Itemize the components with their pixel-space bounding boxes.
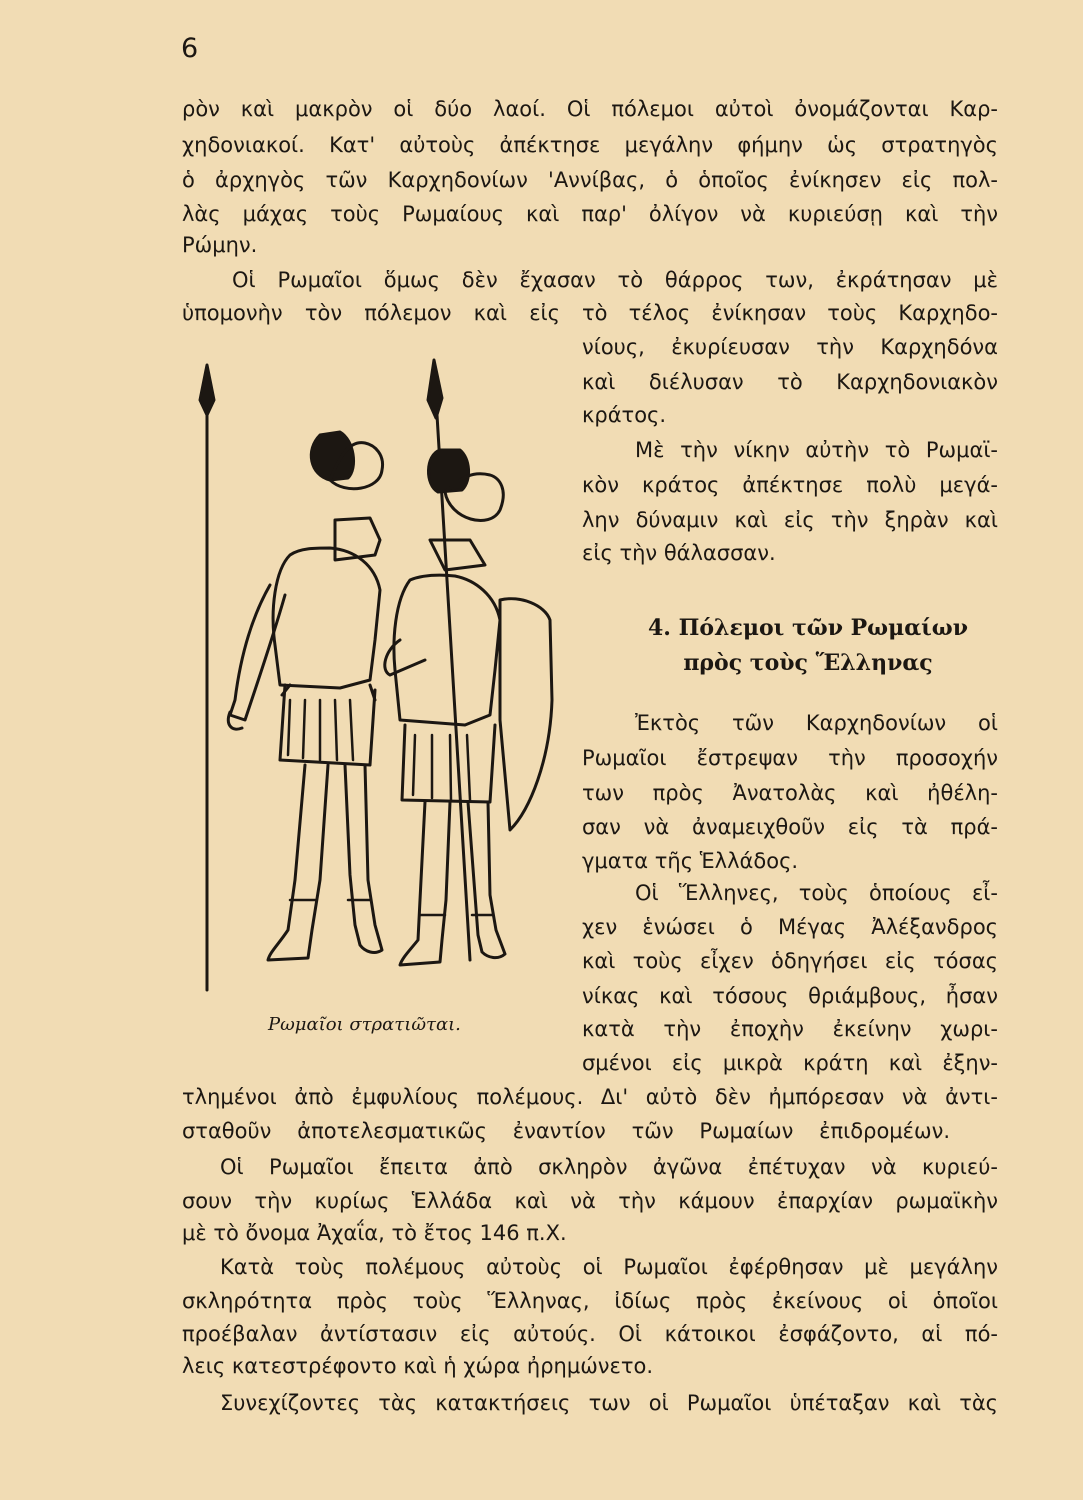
column-line: λην δύναμιν καὶ εἰς τὴν ξηρὰν καὶ: [582, 508, 998, 532]
text-line: μὲ τὸ ὄνομα Ἀχαΐα, τὸ ἔτος 146 π.Χ.: [182, 1221, 567, 1245]
column-line: νίους, ἐκυρίευσαν τὴν Καρχηδόνα: [582, 335, 998, 359]
text-line-left: ὑπομονὴν τὸν πόλεμον καὶ εἰς: [182, 301, 560, 325]
text-line-right: τὸ τέλος ἐνίκησαν τοὺς Καρχηδο-: [582, 301, 998, 325]
column-line: νίκας καὶ τόσους θριάμβους, ἦσαν: [582, 984, 998, 1008]
column-line: σμένοι εἰς μικρὰ κράτη καὶ ἐξην-: [582, 1051, 998, 1075]
text-line: ὁ ἀρχηγὸς τῶν Καρχηδονίων 'Αννίβας, ὁ ὁποῖος ἐνίκησεν εἰς πολ-: [182, 168, 998, 192]
column-line: κὸν κράτος ἀπέκτησε πολὺ μεγά-: [582, 473, 998, 497]
column-line: γματα τῆς Ἑλλάδος.: [582, 849, 799, 873]
text-line: Οἱ Ρωμαῖοι ἔπειτα ἀπὸ σκληρὸν ἀγῶνα ἐπέτυχαν νὰ κυριεύ-: [220, 1155, 998, 1179]
text-line: χηδονιακοί. Κατ' αὐτοὺς ἀπέκτησε μεγάλην φήμην ὡς στρατηγὸς: [182, 133, 998, 157]
text-line: σκληρότητα πρὸς τοὺς Ἕλληνας, ἰδίως πρὸς ἐκείνους οἱ ὁποῖοι: [182, 1289, 998, 1313]
text-line: Συνεχίζοντες τὰς κατακτήσεις των οἱ Ρωμαῖοι ὑπέταξαν καὶ τὰς: [220, 1391, 998, 1415]
text-line: Κατὰ τοὺς πολέμους αὐτοὺς οἱ Ρωμαῖοι ἐφέρθησαν μὲ μεγάλην: [220, 1255, 998, 1279]
roman-soldiers-illustration: [170, 340, 580, 1000]
column-line: σαν νὰ ἀναμειχθοῦν εἰς τὰ πρά-: [582, 815, 998, 839]
figure-caption: Ρωμαῖοι στρατιῶται.: [268, 1014, 461, 1035]
column-line: κράτος.: [582, 403, 667, 427]
column-line: Ἐκτὸς τῶν Καρχηδονίων οἱ: [635, 711, 998, 735]
column-line: κατὰ τὴν ἐποχὴν ἐκείνην χωρι-: [582, 1017, 998, 1041]
text-line: Οἱ Ρωμαῖοι ὅμως δὲν ἔχασαν τὸ θάρρος των, ἐκράτησαν μὲ: [232, 268, 998, 292]
column-line: εἰς τὴν θάλασσαν.: [582, 541, 776, 565]
column-line: καὶ τοὺς εἶχεν ὁδηγήσει εἰς τόσας: [582, 949, 998, 973]
text-line: σουν τὴν κυρίως Ἑλλάδα καὶ νὰ τὴν κάμουν ἐπαρχίαν ρωμαϊκὴν: [182, 1189, 998, 1213]
column-line: χεν ἑνώσει ὁ Μέγας Ἀλέξανδρος: [582, 915, 998, 939]
section-heading: 4. Πόλεμοι τῶν Ρωμαίων: [647, 615, 968, 641]
section-heading: πρὸς τοὺς Ἕλληνας: [683, 650, 933, 676]
column-line: Ρωμαῖοι ἔστρεψαν τὴν προσοχήν: [582, 746, 998, 770]
text-line: λεις κατεστρέφοντο καὶ ἡ χώρα ἠρημώνετο.: [182, 1354, 654, 1378]
column-line: Οἱ Ἕλληνες, τοὺς ὁποίους εἶ-: [635, 881, 998, 905]
text-line: ρὸν καὶ μακρὸν οἱ δύο λαοί. Οἱ πόλεμοι αὐτοὶ ὀνομάζονται Καρ-: [182, 97, 998, 121]
text-line: Ρώμην.: [182, 233, 258, 257]
column-line: καὶ διέλυσαν τὸ Καρχηδονιακὸν: [582, 370, 998, 394]
text-line: λὰς μάχας τοὺς Ρωμαίους καὶ παρ' ὀλίγον νὰ κυριεύσῃ καὶ τὴν: [182, 202, 998, 226]
text-line: προέβαλαν ἀντίστασιν εἰς αὐτούς. Οἱ κάτοικοι ἐσφάζοντο, αἱ πό-: [182, 1322, 998, 1346]
text-line: σταθοῦν ἀποτελεσματικῶς ἐναντίον τῶν Ρωμαίων ἐπιδρομέων.: [182, 1119, 950, 1143]
column-line: Μὲ τὴν νίκην αὐτὴν τὸ Ρωμαϊ-: [635, 438, 998, 462]
column-line: των πρὸς Ἀνατολὰς καὶ ἠθέλη-: [582, 781, 998, 805]
page-number: 6: [181, 33, 199, 64]
text-line: τλημένοι ἀπὸ ἐμφυλίους πολέμους. Δι' αὐτὸ δὲν ἠμπόρεσαν νὰ ἀντι-: [182, 1085, 998, 1109]
